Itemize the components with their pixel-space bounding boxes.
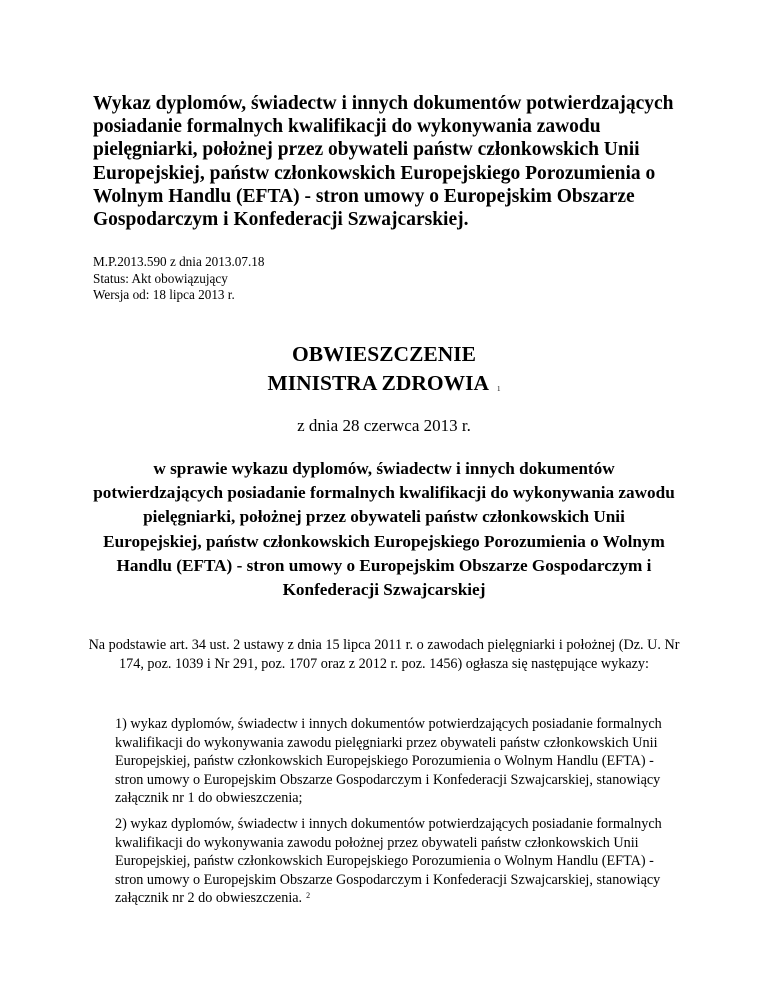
list-item-text: 2) wykaz dyplomów, świadectw i innych dokumentów potwierdzających posiadanie formalnych kwalifikacji do wykonywania zawodu położnej przez obywateli państw członkowskich Unii Europejskiej, państw członkowskich Europejskiego Porozumienia o Wolnym Handlu (EFTA) - stron umowy o Europejskim Obszarze Gospodarczym i Konfederacji Szwajcarskiej, stanowiący załącznik nr 2 do obwieszczenia. (115, 816, 662, 906)
list-item-text: 1) wykaz dyplomów, świadectw i innych dokumentów potwierdzających posiadanie formalnych kwalifikacji do wykonywania zawodu pielęgniarki przez obywateli państw członkowskich Unii Europejskiej, państw członkowskich Europejskiego Porozumienia o Wolnym Handlu (EFTA) - stron umowy o Europejskim Obszarze Gospodarczym i Konfederacji Szwajcarskiej, stanowiący załącznik nr 1 do obwieszczenia; (115, 716, 662, 806)
version-text: Wersja od: 18 lipca 2013 r. (93, 287, 235, 302)
footnote-marker-2[interactable]: 2 (306, 891, 311, 900)
list-item (115, 715, 675, 808)
list-item (115, 815, 675, 908)
announcement-heading (0, 340, 768, 368)
document-title: Wykaz dyplomów, świadectw i innych dokumentów potwierdzających posiadanie formalnych kwalifikacji do wykonywania zawodu pielęgniarki, położnej przez obywateli państw członkowskich Unii Europejskiej, państw członkowskich Europejskiego Porozumienia o Wolnym Handlu (EFTA) - stron umowy o Europejskim Obszarze Gospodarczym i Konfederacji Szwajcarskiej. (93, 93, 674, 231)
announcement-subject: w sprawie wykazu dyplomów, świadectw i innych dokumentów potwierdzających posiadanie formalnych kwalifikacji do wykonywania zawodu pielęgniarki, położnej przez obywateli państw członkowskich Unii Europejskiej, państw członkowskich Europejskiego Porozumienia o Wolnym Handlu (EFTA) - stron umowy o Europejskim Obszarze Gospodarczym i Konfederacji Szwajcarskiej (93, 459, 675, 600)
announcement-heading-text: OBWIESZCZENIE (291, 342, 476, 366)
announcement-date: z dnia 28 czerwca 2013 r. (297, 416, 471, 435)
ministry-heading (0, 369, 768, 397)
legal-basis-paragraph: Na podstawie art. 34 ust. 2 ustawy z dnia 15 lipca 2011 r. o zawodach pielęgniarki i położnej (Dz. U. Nr 174, poz. 1039 i Nr 291, poz. 1707 oraz z 2012 r. poz. 1456) ogłasza się następujące wykazy: (88, 637, 680, 672)
footnote-marker-1[interactable]: 1 (497, 385, 501, 393)
status-text: Status: Akt obowiązujący (93, 270, 228, 286)
document-metadata (93, 254, 264, 304)
ministry-heading-text: MINISTRA ZDROWIA (267, 371, 490, 395)
publication-reference: M.P.2013.590 z dnia 2013.07.18 (93, 254, 265, 269)
